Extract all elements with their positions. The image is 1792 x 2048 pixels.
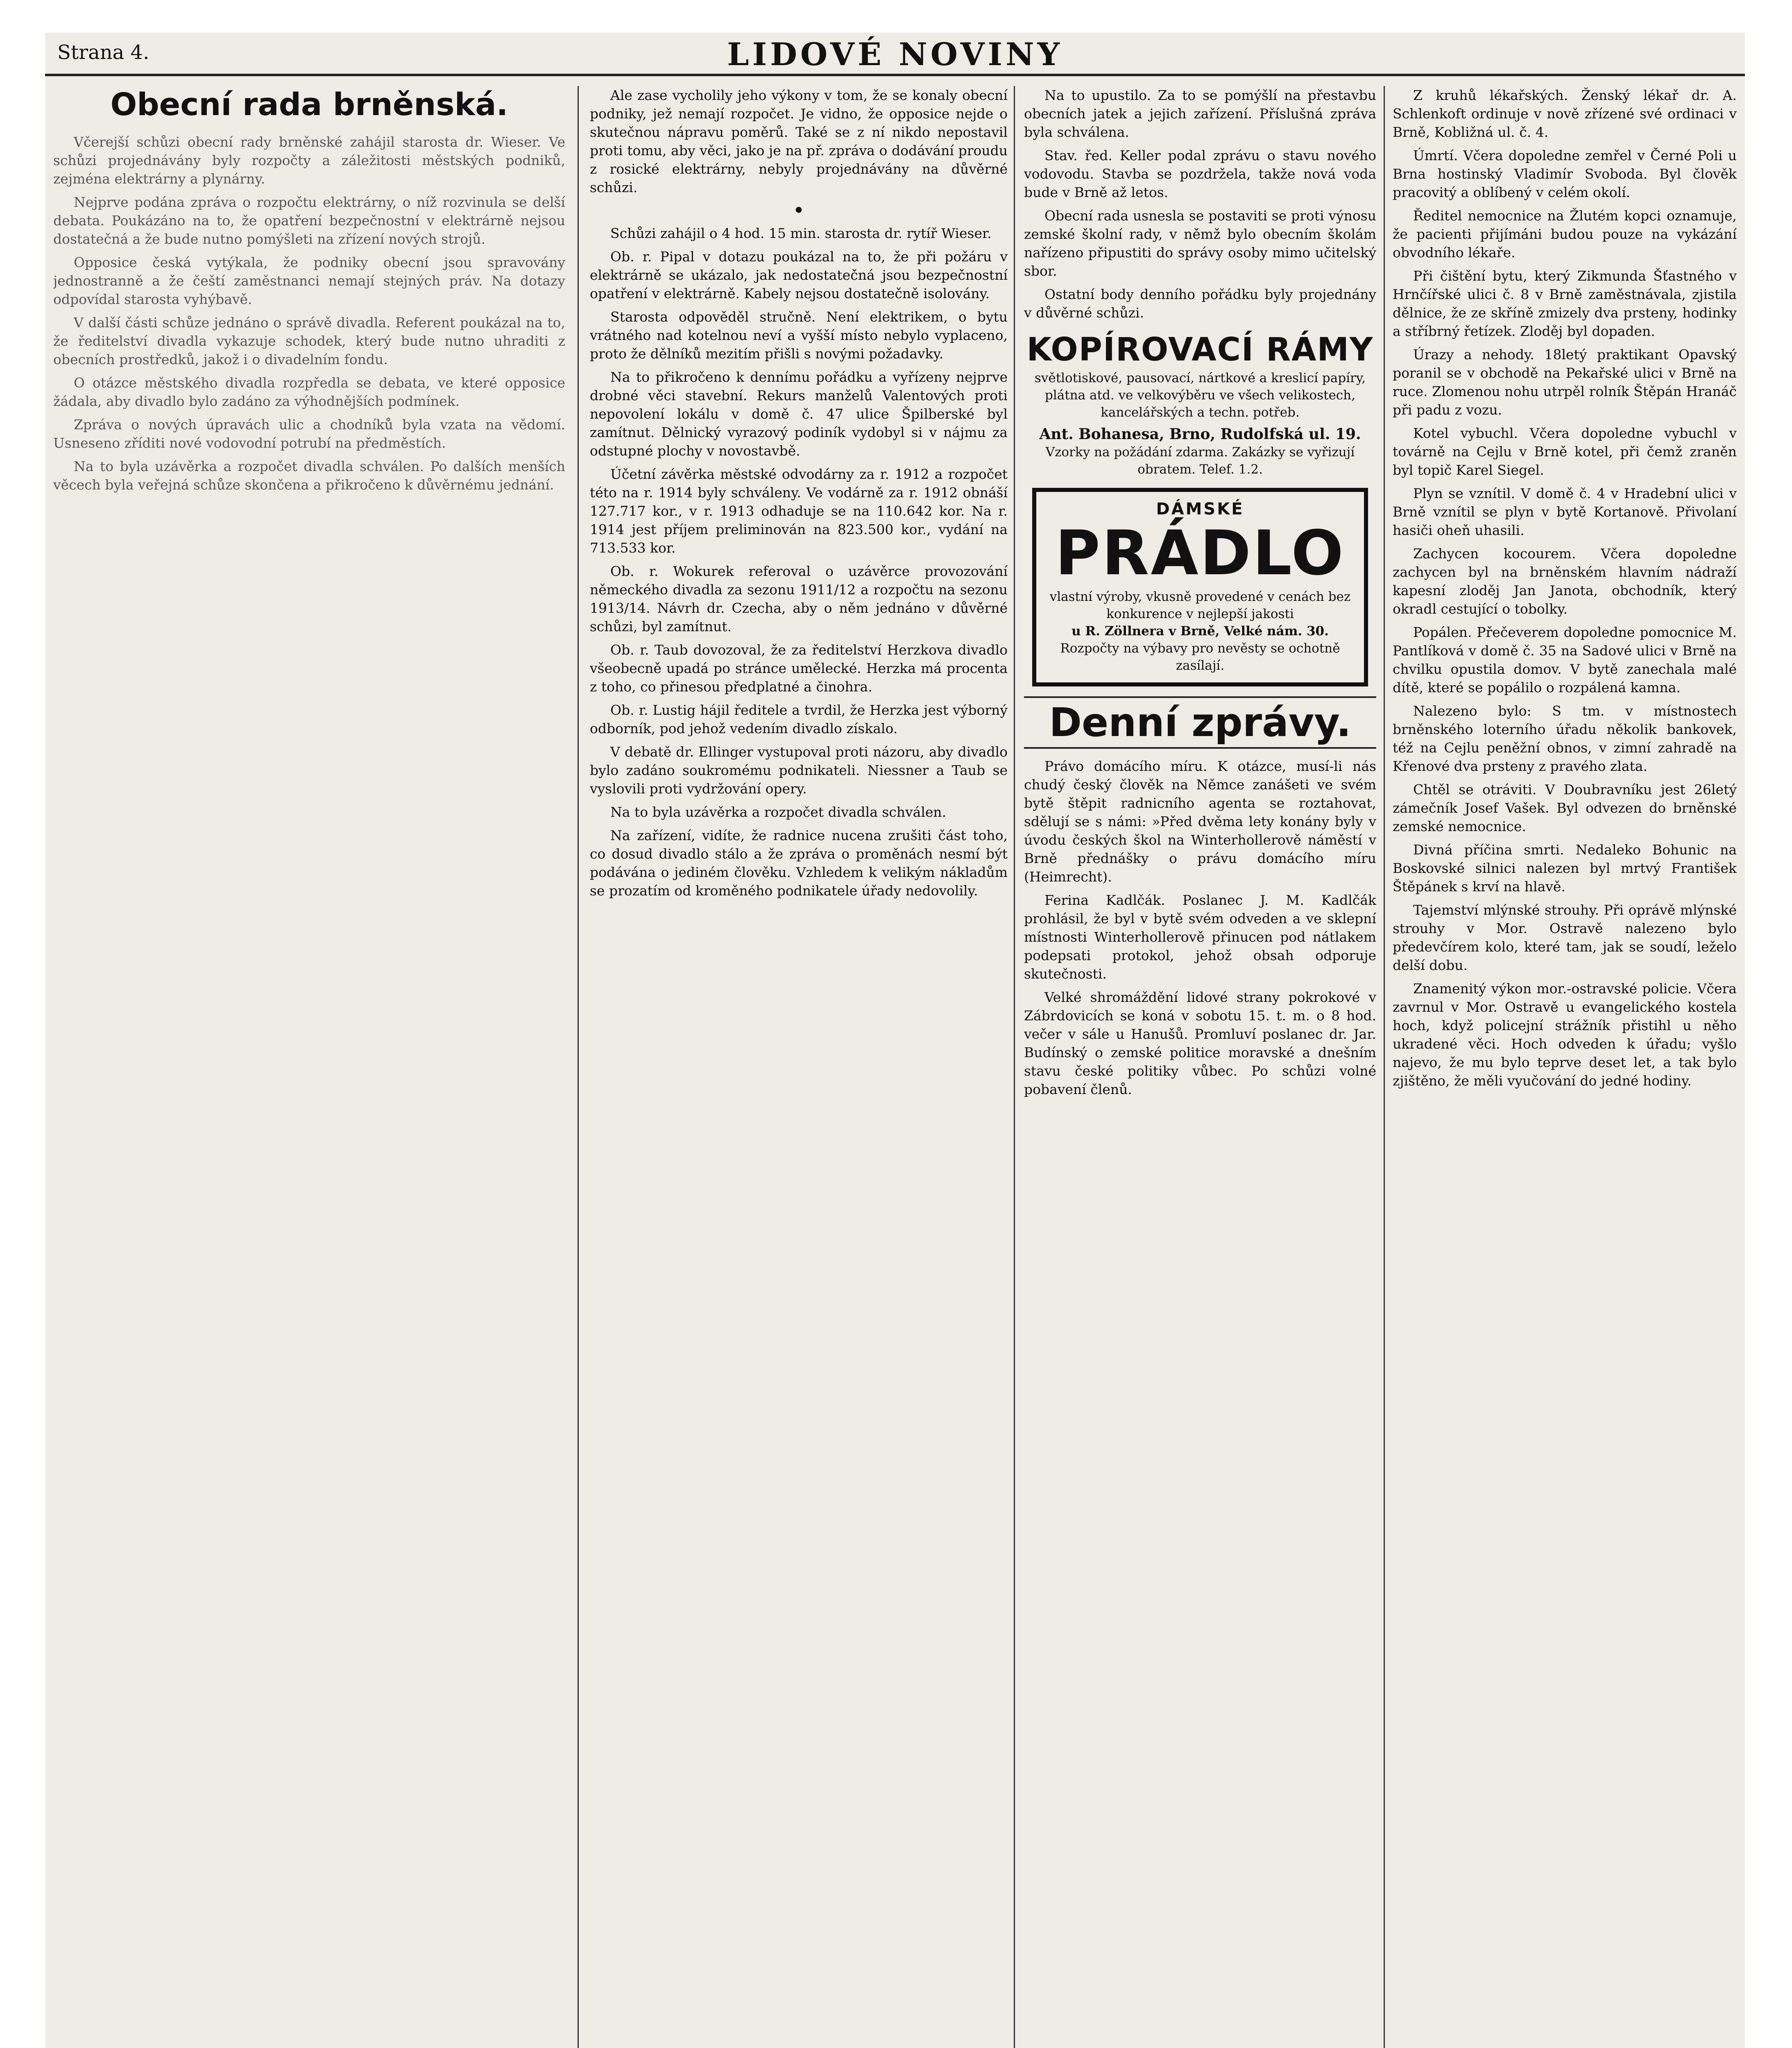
- news-item: Právo domácího míru. K otázce, musí-li nás chudý český člověk na Němce zanášeti ve svém bytě štěpit radnicního agenta se roztahovat, sdělují se s námi: »Před dvěma lety konány byly v úvodu českých škol na Winterhollerově náměstí v Brně přednášky o právu domácího míru (Heimrecht).: [1024, 758, 1376, 885]
- article-paragraph: Starosta odpověděl stručně. Není elektrikem, o bytu vrátného nad kotelnou neví a vyšší místo nebylo vyplaceno, proto že dělníků mezitím přišli s novými požadavky.: [590, 309, 1008, 362]
- article-paragraph: Ostatní body denního pořádku byly projednány v důvěrné schůzi.: [1024, 286, 1376, 321]
- article-paragraph: Na to přikročeno k dennímu pořádku a vyřízeny nejprve drobné věci stavební. Rekurs manželů Valentových proti nepovolení lokálu v domě č. 47 ulice Špilberské byl zamítnut. Dělnický vyrazový podiník vydobyl si v nájmu za odstupné plochy v novostavbě.: [590, 369, 1008, 459]
- article-paragraph: O otázce městského divadla rozpředla se debata, ve které opposice žádala, aby divadlo bylo zadáno za výhodnějších podmínek.: [53, 375, 565, 409]
- article-paragraph: Schůzi zahájil o 4 hod. 15 min. starosta dr. rytíř Wieser.: [610, 225, 992, 241]
- newspaper-title: LIDOVÉ NOVINY: [727, 36, 1063, 72]
- article-paragraph: Včerejší schůzi obecní rady brněnské zahájil starosta dr. Wieser. Ve schůzi projednávány byly rozpočty a záležitosti městských podniků, zejména elektrárny a plynárny.: [53, 134, 565, 187]
- news-item: Tajemství mlýnské strouhy. Při oprávě mlýnské strouhy v Mor. Ostravě nalezeno bylo předevčírem kolo, které tam, jak se soudí, leželo delší dobu.: [1393, 902, 1737, 973]
- ad-text: světlotiskové, pausovací, nártkové a kreslicí papíry, plátna atd. ve velkovýběru ve všech velikostech, kancelářských a techn. potřeb.: [1034, 371, 1366, 420]
- article-paragraph: Stav. řed. Keller podal zprávu o stavu nového vodovodu. Stavba se pozdržela, takže nová voda bude v Brně až letos.: [1024, 147, 1376, 200]
- article-paragraph: Zpráva o nových úpravách ulic a chodníků byla vzata na vědomí. Usneseno zříditi nové vodovodní potrubí na předměstích.: [53, 417, 565, 451]
- ad-address: Ant. Bohanesa, Brno, Rudolfská ul. 19.: [1039, 426, 1361, 443]
- news-item: Plyn se vznítil. V domě č. 4 v Hradební ulici v Brně vznítil se plyn v bytě Kortanově. Přivolaní hasiči oheň uhasili.: [1393, 485, 1737, 538]
- article-paragraph: Ob. r. Lustig hájil ředitele a tvrdil, že Herzka jest výborný odborník, pod jehož vedením divadlo získalo.: [590, 702, 1008, 736]
- news-item: Divná příčina smrti. Nedaleko Bohunic na Boskovské silnici nalezen byl mrtvý František Štěpánek s krví na hlavě.: [1393, 842, 1737, 895]
- news-item: Ferina Kadlčák. Poslanec J. M. Kadlčák prohlásil, že byl v bytě svém odveden a ve sklepní místnosti Winterhollerově přinucen pod nátlakem podepsati protokol, jehož obsah odporuje skutečnosti.: [1024, 892, 1376, 982]
- article-paragraph: V další části schůze jednáno o správě divadla. Referent poukázal na to, že ředitelství divadla vykazuje schodek, který bude nutno uhraditi z obecních prostředků, jakož i o divadelním fondu.: [53, 315, 565, 367]
- advertisement-lingerie: [1032, 488, 1368, 686]
- masthead: [45, 33, 1745, 76]
- article-paragraph: Ob. r. Wokurek referoval o uzávěrce provozování německého divadla za sezonu 1911/12 a rozpočtu na sezonu 1913/14. Návrh dr. Czecha, aby o něm jednáno v důvěrné schůzi, byl zamítnut.: [590, 563, 1008, 634]
- advertisement-copy-frames: [1024, 330, 1376, 478]
- news-item: Popálen. Přečeverem dopoledne pomocnice M. Pantlíková v domě č. 35 na Sadové ulici v Brně na chvilku opustila domov. V bytě zanechala malé dítě, které se popálilo o rozpálená kamna.: [1393, 624, 1737, 696]
- ad-address: u R. Zöllnera v Brně, Velké nám. 30.: [1072, 624, 1329, 639]
- ad-note: Rozpočty na výbavy pro nevěsty se ochotně zasílají.: [1060, 641, 1340, 673]
- ad-kicker: DÁMSKÉ: [1156, 500, 1244, 519]
- article-paragraph: Ale zase vycholily jeho výkony v tom, že se konaly obecní podniky, jež nemají rozpočet. Je vidno, že opposice nejde o skutečnou nápravu poměrů. Také se z ní nikdo nepostavil proti tomu, aby věci, jako je na př. zpráva o dodávání proudu z rosické elektrárny, nebyly projednávány na důvěrné schůzi.: [590, 87, 1008, 195]
- ad-title: PRÁDLO: [1055, 518, 1345, 589]
- column-1: [53, 86, 565, 2048]
- news-item: Chtěl se otráviti. V Doubravníku jest 26letý zámečník Josef Vašek. Byl odvezen do brněnské zemské nemocnice.: [1393, 782, 1737, 834]
- column-rule: [578, 86, 579, 2048]
- separator-dot: •: [793, 199, 805, 222]
- column-2: [590, 86, 1008, 2048]
- article-paragraph: Na zařízení, vidíte, že radnice nucena zrušiti část toho, co dosud divadlo stálo a že zpráva o proměnách nesmí být podávána o jediném člověku. Vzhledem k velikým nákladům se prozatím od kroměného podnikatele úřady nedovolily.: [590, 827, 1008, 899]
- ad-title: KOPÍROVACÍ RÁMY: [1026, 331, 1374, 368]
- news-item: Úmrtí. Včera dopoledne zemřel v Černé Poli u Brna hostinský Vladimír Svoboda. Byl člověk pracovitý a oblíbený v celém okolí.: [1393, 147, 1737, 200]
- news-item: Úrazy a nehody. 18letý praktikant Opavský poranil se v obchodě na Pekařské ulici v Brně na ruce. Zlomenou nohu utrpěl rolník Štěpán Hranáč při padu z vozu.: [1393, 347, 1737, 418]
- article-paragraph: Nejprve podána zpráva o rozpočtu elektrárny, o níž rozvinula se delší debata. Poukázáno na to, že opatření bezpečnostní v elektrárně nejsou dostatečná a že bude nutno pomýšleti na zřízení nových strojů.: [53, 194, 565, 247]
- news-item: Nalezeno bylo: S tm. v místnostech brněnského loterního úřadu několik bankovek, též na Cejlu peněžní obnos, v zimní zahradě na Křenové dva prsteny z pravého zlata.: [1393, 703, 1737, 774]
- article-paragraph: Obecní rada usnesla se postaviti se proti výnosu zemské školní rady, v němž bylo obecním školám nařízeno připustiti do správy osoby mimo učitelský sbor.: [1024, 208, 1376, 279]
- news-item: Zachycen kocourem. Včera dopoledne zachycen byl na brněnském hlavním nádraží kapesní zloděj Jan Janota, obchodník, který okradl cestující o tobolky.: [1393, 546, 1737, 617]
- article-paragraph: Na to byla uzávěrka a rozpočet divadla schválen. Po dalších menších věcech byla veřejná schůze skončena a přikročeno k důvěrnému jednání.: [53, 458, 565, 493]
- article-paragraph: Na to byla uzávěrka a rozpočet divadla schválen.: [610, 804, 947, 820]
- column-4: [1393, 86, 1737, 2048]
- column-rule: [1014, 86, 1015, 2048]
- article-headline: Obecní rada brněnská.: [110, 86, 508, 122]
- ad-text: vlastní výroby, vkusně provedené v cenách bez konkurence v nejlepší jakosti: [1049, 589, 1351, 621]
- article-paragraph: Na to upustilo. Za to se pomýšlí na přestavbu obecních jatek a jejich zařízení. Příslušná zpráva byla schválena.: [1024, 87, 1376, 140]
- news-item: Ředitel nemocnice na Žlutém kopci oznamuje, že pacienti přijímáni budou pouze na vykázání obvodního lékaře.: [1393, 208, 1737, 261]
- article-paragraph: V debatě dr. Ellinger vystupoval proti názoru, aby divadlo bylo zadáno soukromému podnikateli. Niessner a Taub se vyslovili proti vydržování opery.: [590, 744, 1008, 797]
- news-item: Z kruhů lékařských. Ženský lékař dr. A. Schlenkoft ordinuje v nově zřízené své ordinaci v Brně, Kobližná ul. č. 4.: [1393, 87, 1737, 140]
- column-3: [1024, 86, 1376, 2048]
- column-rule: [1384, 86, 1385, 2048]
- news-item: Znamenitý výkon mor.-ostravské policie. Včera zavrnul v Mor. Ostravě u evangelického kostela hoch, když policejní strážník přistihl u něho ukradené věci. Hoch odveden k úřadu; vyšlo najevo, že mu bylo teprve deset let, a tak bylo zjištěno, že měli vyučování do jedné hodiny.: [1393, 981, 1737, 1089]
- news-item: Velké shromáždění lidové strany pokrokové v Zábrdovicích se koná v sobotu 15. t. m. o 8 hod. večer v sále u Hanušů. Promluví poslanec dr. Jar. Budínský o zemské politice moravské a dnešním stavu české politiky vůbec. Po schůzi volné pobavení členů.: [1024, 989, 1376, 1097]
- newspaper-page: [45, 33, 1745, 2048]
- section-heading: Denní zprávy.: [1024, 696, 1376, 749]
- news-item: Při čištění bytu, který Zikmunda Šťastného v Hrnčířské ulici č. 8 v Brně zaměstnávala, zjistila dělnice, že ze skříně zmizely dva prsteny, hodinky a stříbrný řetízek. Zloděj byl dopaden.: [1393, 268, 1737, 339]
- news-item: Kotel vybuchl. Včera dopoledne vybuchl v továrně na Cejlu v Brně kotel, při čemž zraněn byl topič Karel Siegel.: [1393, 425, 1737, 478]
- article-paragraph: Ob. r. Pipal v dotazu poukázal na to, že při požáru v elektrárně se ukázalo, jak nedostatečná jsou bezpečnostní opatření v elektrárně. Kabely nejsou dostatečně isolovány.: [590, 249, 1008, 301]
- page-number: Strana 4.: [57, 41, 150, 64]
- article-paragraph: Účetní závěrka městské odvodárny za r. 1912 a rozpočet této na r. 1914 byly schváleny. Ve vodárně za r. 1912 obnáší 127.717 kor., v r. 1913 odhaduje se na 110.642 kor. Na r. 1914 jest příjem preliminován na 823.500 kor., vydání na 713.533 kor.: [590, 466, 1008, 556]
- article-paragraph: Ob. r. Taub dovozoval, že za ředitelství Herzkova divadlo všeobecně upadá po stránce umělecké. Herzka má procenta z toho, co přinesou předplatné a činohra.: [590, 642, 1008, 695]
- article-paragraph: Opposice česká vytýkala, že podniky obecní jsou spravovány jednostranně a že čeští zaměstnanci nemají stejných práv. Na dotazy odpovídal starosta vyhýbavě.: [53, 254, 565, 307]
- ad-note: Vzorky na požádání zdarma. Zakázky se vyřizují obratem. Telef. 1.2.: [1045, 445, 1355, 477]
